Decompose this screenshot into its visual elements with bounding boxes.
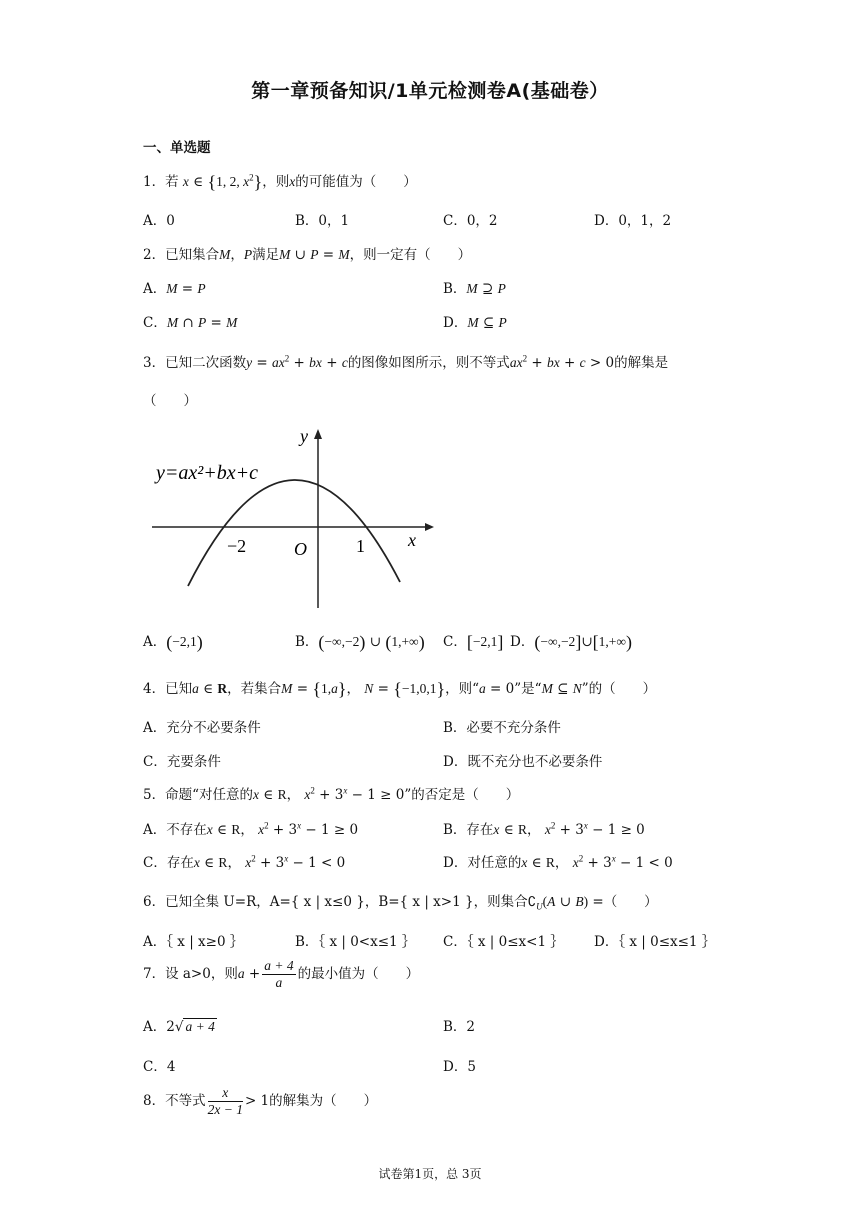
question-8: 8．不等式 $\frac{x}{2x - 1}$ > 1的解集为（ ）	[143, 1085, 378, 1117]
q2-option-a[interactable]: A．M = P	[143, 281, 206, 297]
q2-option-c[interactable]: C．M ∩ P = M	[143, 315, 238, 331]
q3-option-b[interactable]: B．(−∞,−2) ∪ (1,+∞)	[295, 632, 425, 652]
question-2: 2．已知集合M，P满足M ∪ P = M，则一定有（ ）	[143, 247, 472, 263]
q3-option-d[interactable]: D．(−∞,−2]∪[1,+∞)	[510, 632, 632, 652]
q7-option-c[interactable]: C．4	[143, 1059, 176, 1075]
q6-option-b[interactable]: B．｛ x | 0<x≤1 ｝	[295, 934, 416, 950]
question-6: 6．已知全集 U=R，A={ x | x≤0 }，B={ x | x>1 }，则集合$∁_U(A$ ∪ B) =（ ）	[143, 894, 658, 912]
q7-option-b[interactable]: B．2	[443, 1019, 476, 1035]
graph-origin-label: O	[294, 539, 307, 559]
q4-option-d[interactable]: D．既不充分也不必要条件	[443, 754, 603, 770]
graph-root-left: −2	[227, 536, 247, 556]
q3-option-c[interactable]: C．[−2,1]	[443, 632, 504, 652]
section-heading: 一、单选题	[143, 140, 211, 156]
q3-option-a[interactable]: A．(−2,1)	[143, 632, 203, 652]
question-3-paren: （ ）	[143, 393, 197, 409]
question-5: 5．命题“对任意的x ∈ R， $x^2 + 3^x - 1 \ge 0$”的否定是（ ）	[143, 785, 520, 803]
q2-option-d[interactable]: D．M ⊆ P	[443, 315, 507, 331]
q5-option-c[interactable]: C．存在x ∈ R， $x^2 + 3^x - 1 < 0$	[143, 853, 346, 871]
q5-option-a[interactable]: A．不存在x ∈ R， $x^2 + 3^x - 1 \ge 0$	[143, 820, 359, 838]
q1-option-c[interactable]: C．0，2	[443, 213, 498, 229]
page-footer: 试卷第1页，总 3页	[378, 1167, 482, 1181]
q2-option-b[interactable]: B．M ⊇ P	[443, 281, 506, 297]
q4-option-a[interactable]: A．充分不必要条件	[143, 720, 261, 736]
graph-root-right: 1	[356, 536, 365, 556]
q7-option-a[interactable]: A．2√ a + 4	[143, 1019, 215, 1035]
question-1: 1．若 x ∈ {1, 2, $x^2$}，则x的可能值为（ ）	[143, 172, 417, 192]
q4-option-c[interactable]: C．充要条件	[143, 754, 221, 770]
q1-option-a[interactable]: A．0	[143, 213, 175, 229]
question-7: 7．设 a>0，则a + $\frac{a + 4}{a}$ 的最小值为（ ）	[143, 958, 420, 990]
q6-option-d[interactable]: D．｛ x | 0≤x≤1 ｝	[594, 934, 716, 950]
q5-option-b[interactable]: B．存在x ∈ R， $x^2 + 3^x - 1 \ge 0$	[443, 820, 645, 838]
q6-option-a[interactable]: A．｛ x | x≥0 ｝	[143, 934, 244, 950]
q7-option-d[interactable]: D．5	[443, 1059, 476, 1075]
graph-equation: y=ax²+bx+c	[156, 462, 258, 484]
q1-option-d[interactable]: D．0，1，2	[594, 213, 672, 229]
q4-option-b[interactable]: B．必要不充分条件	[443, 720, 561, 736]
q1-option-b[interactable]: B．0，1	[295, 213, 350, 229]
q6-option-c[interactable]: C．｛ x | 0≤x<1 ｝	[443, 934, 564, 950]
page-title: 第一章预备知识/1单元检测卷A(基础卷）	[251, 80, 609, 102]
graph-x-label: x	[408, 530, 416, 550]
question-4: 4．已知a ∈ R，若集合M = {1,a}， N = {−1,0,1}，则“a = 0”是“M ⊆ N”的（ ）	[143, 679, 657, 699]
parabola-graph	[148, 424, 438, 612]
graph-y-label: y	[300, 426, 308, 446]
question-3: 3．已知二次函数$y = ax^2$ + bx + c的图像如图所示，则不等式$ax^2$ + bx + c > 0的解集是	[143, 353, 669, 371]
q5-option-d[interactable]: D．对任意的x ∈ R， $x^2 + 3^x - 1 < 0$	[443, 853, 673, 871]
